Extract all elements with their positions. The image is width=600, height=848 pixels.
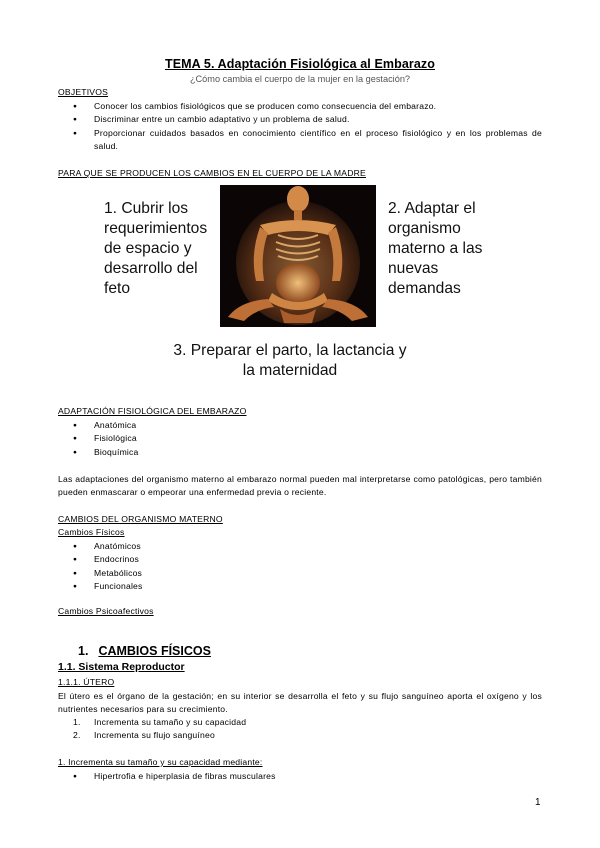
page-title: TEMA 5. Adaptación Fisiológica al Embarazo [165, 57, 435, 71]
list-item: 1. Incrementa su tamaño y su capacidad [73, 717, 247, 727]
objetivos-heading: OBJETIVOS [58, 87, 109, 97]
list-item: ● Anatómica [58, 419, 542, 432]
section-number: 1. [78, 644, 89, 658]
figure-left-text: 1. Cubrir los requerimientos de espacio y desarrollo del feto [104, 200, 208, 297]
page-number: 1 [535, 797, 541, 808]
incrementa-list [58, 770, 542, 783]
list-item: ● Metabólicos [58, 567, 542, 580]
page-subtitle: ¿Cómo cambia el cuerpo de la mujer en la gestación? [189, 74, 411, 84]
subsection-heading: 1.1. Sistema Reproductor [58, 661, 185, 673]
skeleton-illustration [220, 185, 376, 327]
list-item: 2. Incrementa su flujo sanguíneo [73, 730, 215, 741]
section-heading [78, 644, 211, 658]
list-item: ● Endocrinos [58, 553, 542, 566]
cambios-heading: CAMBIOS DEL ORGANISMO MATERNO [58, 514, 223, 524]
list-item: ● Conocer los cambios fisiológicos que se producen como consecuencia del embarazo. [58, 100, 542, 113]
objetivos-list [58, 100, 542, 154]
adaptacion-list [58, 419, 542, 459]
figure-right-text: 2. Adaptar el organismo materno a las nuevas demandas [388, 200, 483, 297]
list-item: ● Bioquímica [58, 446, 542, 459]
adaptacion-paragraph: Las adaptaciones del organismo materno al embarazo normal pueden mal interpretarse como patológicas, pero también pueden enmascarar o empeorar una enfermedad previa o reciente. [58, 474, 542, 497]
section-title: CAMBIOS FÍSICOS [98, 644, 211, 658]
list-item: ● Discriminar entre un cambio adaptativo y un problema de salud. [58, 113, 542, 126]
list-item: ● Proporcionar cuidados basados en conocimiento científico en el proceso fisiológico y en los problemas de salud. [58, 127, 542, 154]
utero-paragraph: El útero es el órgano de la gestación; en su interior se desarrolla el feto y su flujo sanguíneo aporta el oxígeno y los nutrientes necesarios para su crecimiento. [58, 691, 542, 714]
incrementa-heading: 1. Incrementa su tamaño y su capacidad mediante: [58, 757, 263, 767]
changes-figure [58, 182, 498, 388]
list-item: ● Funcionales [58, 580, 542, 593]
adaptacion-heading: ADAPTACIÓN FISIOLÓGICA DEL EMBARAZO [58, 406, 247, 416]
list-item: ● Fisiológica [58, 432, 542, 445]
cambios-fisicos-list [58, 540, 542, 594]
list-item: ● Hipertrofia e hiperplasia de fibras musculares [58, 770, 542, 783]
cambios-fisicos-label: Cambios Físicos [58, 527, 125, 537]
skeleton-pregnancy-image [220, 185, 376, 327]
utero-numbered-list [58, 716, 542, 743]
para-que-heading: PARA QUE SE PRODUCEN LOS CAMBIOS EN EL CUERPO DE LA MADRE [58, 168, 366, 178]
subsubsection-heading: 1.1.1. ÚTERO [58, 677, 115, 687]
figure-bottom-text: 3. Preparar el parto, la lactancia y la maternidad [173, 342, 407, 379]
list-item: ● Anatómicos [58, 540, 542, 553]
cambios-psico-label: Cambios Psicoafectivos [58, 606, 154, 616]
